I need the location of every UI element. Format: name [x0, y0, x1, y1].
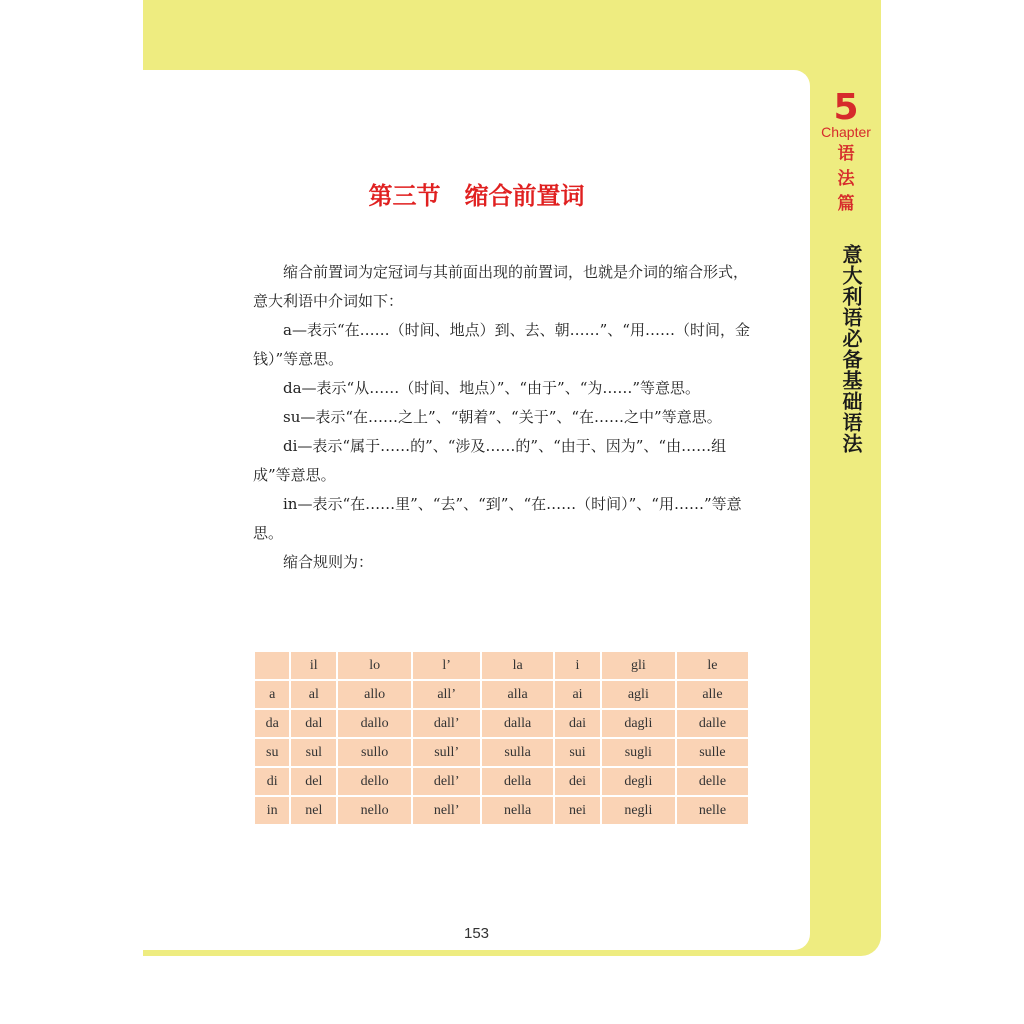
paragraph-a: a—表示“在……（时间、地点）到、去、朝……”、“用……（时间，金钱）”等意思。 — [253, 321, 750, 368]
table-cell: dalla — [482, 710, 553, 737]
table-cell: nelle — [677, 797, 748, 824]
body-text — [253, 258, 750, 577]
table-row — [255, 710, 748, 737]
table-cell: dell’ — [413, 768, 480, 795]
table-cell: al — [291, 681, 336, 708]
table-cell: dello — [338, 768, 411, 795]
table-cell: dai — [555, 710, 600, 737]
table-cell: all’ — [413, 681, 480, 708]
table-cell: nel — [291, 797, 336, 824]
table-cell: alle — [677, 681, 748, 708]
table-row — [255, 681, 748, 708]
table-cell: delle — [677, 768, 748, 795]
table-cell: nell’ — [413, 797, 480, 824]
paragraph-di: di—表示“属于……的”、“涉及……的”、“由于、因为”、“由……组成”等意思。 — [253, 437, 727, 484]
table-cell: dei — [555, 768, 600, 795]
table-cell: sull’ — [413, 739, 480, 766]
table-cell: dall’ — [413, 710, 480, 737]
table-cell: nello — [338, 797, 411, 824]
paragraph-rule: 缩合规则为： — [283, 553, 374, 571]
table-cell: alla — [482, 681, 553, 708]
page-number: 153 — [463, 925, 490, 942]
table-cell: i — [555, 652, 600, 679]
section-title: 第三节 缩合前置词 — [368, 182, 585, 210]
chapter-category-1: 语 — [837, 144, 855, 164]
table-cell: della — [482, 768, 553, 795]
table-cell: le — [677, 652, 748, 679]
table-cell: agli — [602, 681, 675, 708]
paragraph-intro: 缩合前置词为定冠词与其前面出现的前置词，也就是介词的缩合形式，意大利语中介词如下： — [253, 263, 749, 310]
table-cell: sugli — [602, 739, 675, 766]
table-cell: a — [255, 681, 289, 708]
chapter-tab — [812, 87, 880, 215]
chapter-category-2: 法 — [837, 169, 855, 189]
table-cell: dalle — [677, 710, 748, 737]
book-title: 意大利语必备基础语法 — [839, 244, 863, 454]
table-cell — [255, 652, 289, 679]
chapter-number: 5 — [833, 87, 859, 128]
table-cell: da — [255, 710, 289, 737]
paragraph-da: da—表示“从……（时间、地点）”、“由于”、“为……”等意思。 — [283, 379, 701, 397]
table-cell: dal — [291, 710, 336, 737]
contraction-table — [253, 650, 750, 826]
table-row — [255, 739, 748, 766]
chapter-label: Chapter — [821, 124, 871, 140]
paragraph-in: in—表示“在……里”、“去”、“到”、“在……（时间）”、“用……”等意思。 — [253, 495, 742, 542]
table-cell: la — [482, 652, 553, 679]
table-cell: di — [255, 768, 289, 795]
table-header-row — [255, 652, 748, 679]
table-cell: il — [291, 652, 336, 679]
table-row — [255, 768, 748, 795]
table-cell: dallo — [338, 710, 411, 737]
table-cell: nei — [555, 797, 600, 824]
table-cell: del — [291, 768, 336, 795]
table-cell: lo — [338, 652, 411, 679]
table-cell: sui — [555, 739, 600, 766]
table-cell: ai — [555, 681, 600, 708]
table-cell: sul — [291, 739, 336, 766]
table-cell: nella — [482, 797, 553, 824]
paragraph-su: su—表示“在……之上”、“朝着”、“关于”、“在……之中”等意思。 — [283, 408, 722, 426]
table-cell: sulla — [482, 739, 553, 766]
table-cell: sulle — [677, 739, 748, 766]
table-cell: gli — [602, 652, 675, 679]
table-cell: su — [255, 739, 289, 766]
table-cell: degli — [602, 768, 675, 795]
table-cell: sullo — [338, 739, 411, 766]
table-cell: negli — [602, 797, 675, 824]
table-cell: dagli — [602, 710, 675, 737]
chapter-category-3: 篇 — [837, 194, 855, 214]
table-cell: allo — [338, 681, 411, 708]
table-row — [255, 797, 748, 824]
table-cell: l’ — [413, 652, 480, 679]
table-cell: in — [255, 797, 289, 824]
